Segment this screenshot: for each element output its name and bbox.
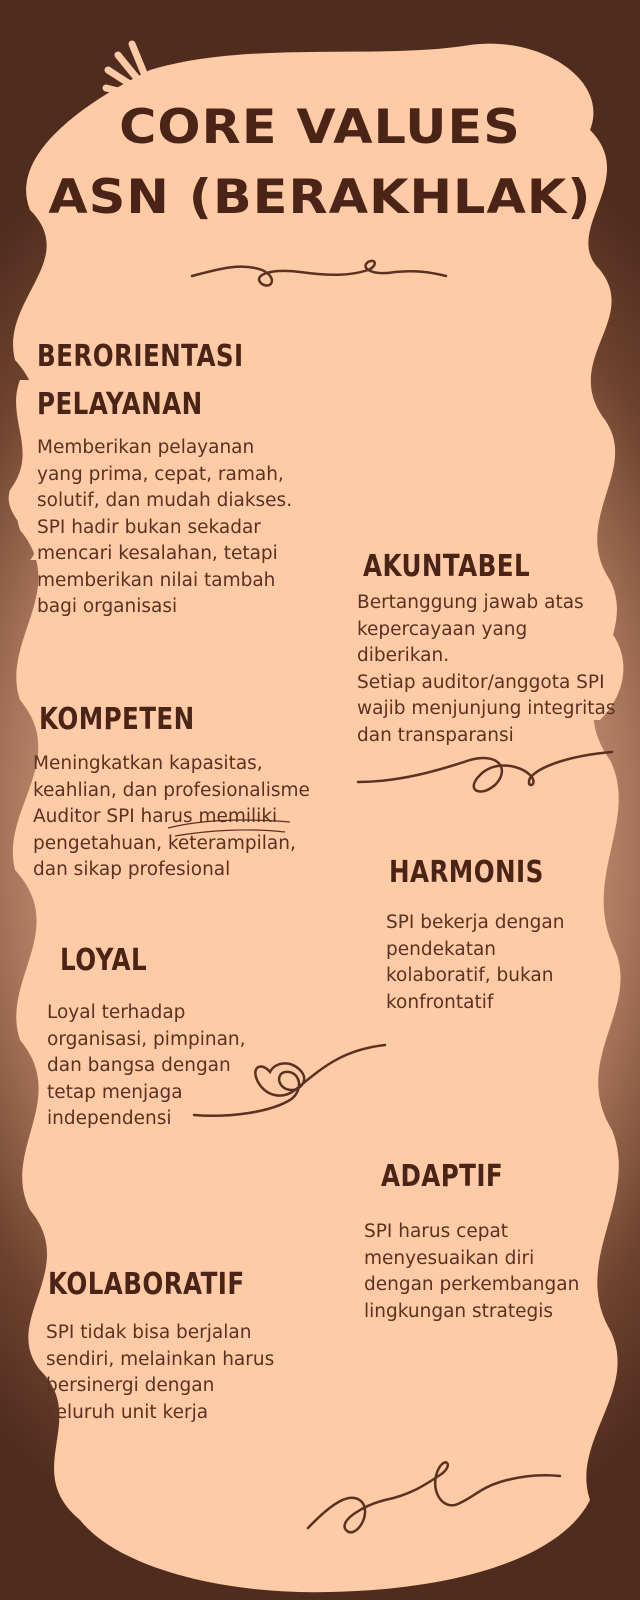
text-line: kepercayaan yang: [357, 618, 528, 640]
text-akuntabel: [357, 590, 639, 749]
text-adaptif: [364, 1219, 579, 1325]
heading-berorientasi-line2: PELAYANAN: [37, 387, 203, 422]
text-line: menyesuaikan diri: [364, 1247, 535, 1269]
text-line: Memberikan pelayanan: [37, 437, 255, 458]
text-line: solutif, dan mudah diakses.: [37, 490, 293, 511]
heading-akuntabel: AKUNTABEL: [363, 549, 531, 584]
text-line: seluruh unit kerja: [46, 1401, 209, 1423]
bottom-swirl: [308, 1462, 560, 1532]
text-line: Setiap auditor/anggota SPI: [357, 671, 605, 693]
sparkle-icon: [106, 44, 146, 94]
heading-harmonis: HARMONIS: [389, 855, 544, 890]
text-kompeten: [33, 751, 310, 884]
text-line: Meningkatkan kapasitas,: [33, 753, 263, 774]
text-line: memberikan nilai tambah: [37, 569, 276, 591]
text-kolaboratif: [46, 1320, 274, 1426]
text-line: organisasi, pimpinan,: [47, 1028, 246, 1050]
heading-kompeten: KOMPETEN: [39, 702, 195, 737]
text-line: dan sikap profesional: [33, 859, 231, 880]
text-line: Bertanggung jawab atas: [357, 592, 584, 613]
text-line: pendekatan: [386, 938, 497, 960]
text-line: dan transparansi: [357, 724, 514, 746]
text-line: kolaboratif, bukan: [386, 965, 554, 986]
text-line: mencari kesalahan, tetapi: [37, 543, 278, 564]
text-line: bersinergi dengan: [46, 1375, 215, 1396]
squiggle-line: [358, 752, 612, 792]
text-line: SPI tidak bisa berjalan: [46, 1322, 252, 1343]
text-line: pengetahuan, keterampilan,: [33, 832, 296, 854]
text-line: dan bangsa dengan: [47, 1055, 231, 1076]
text-line: konfrontatif: [386, 991, 494, 1013]
text-line: wajib menjunjung integritas: [357, 698, 616, 719]
text-line: yang prima, cepat, ramah,: [37, 463, 284, 485]
heading-kolaboratif: KOLABORATIF: [48, 1267, 245, 1302]
text-line: Loyal terhadap: [47, 1002, 186, 1023]
heading-loyal: LOYAL: [60, 943, 148, 978]
text-berorientasi: [37, 435, 292, 621]
swirl-divider: [192, 261, 446, 286]
text-line: Auditor SPI harus memiliki: [33, 806, 278, 827]
text-loyal: [47, 1000, 246, 1133]
text-line: diberikan.: [357, 645, 450, 666]
text-line: dengan perkembangan: [364, 1274, 580, 1295]
text-line: SPI bekerja dengan: [386, 912, 565, 933]
text-line: lingkungan strategis: [364, 1300, 554, 1322]
text-line: independensi: [47, 1108, 172, 1129]
text-harmonis: [386, 910, 564, 1016]
text-line: tetap menjaga: [47, 1081, 183, 1103]
text-line: sendiri, melainkan harus: [46, 1348, 275, 1370]
text-line: SPI harus cepat: [364, 1221, 509, 1242]
title-line-1: CORE VALUES: [119, 100, 521, 155]
heading-berorientasi-line1: BERORIENTASI: [37, 339, 244, 374]
heading-adaptif: ADAPTIF: [381, 1159, 504, 1194]
text-line: keahlian, dan profesionalisme: [33, 779, 310, 801]
title-line-2: ASN (BERAKHLAK): [48, 170, 592, 225]
text-line: bagi organisasi: [37, 596, 178, 617]
text-line: SPI hadir bukan sekadar: [37, 516, 261, 538]
